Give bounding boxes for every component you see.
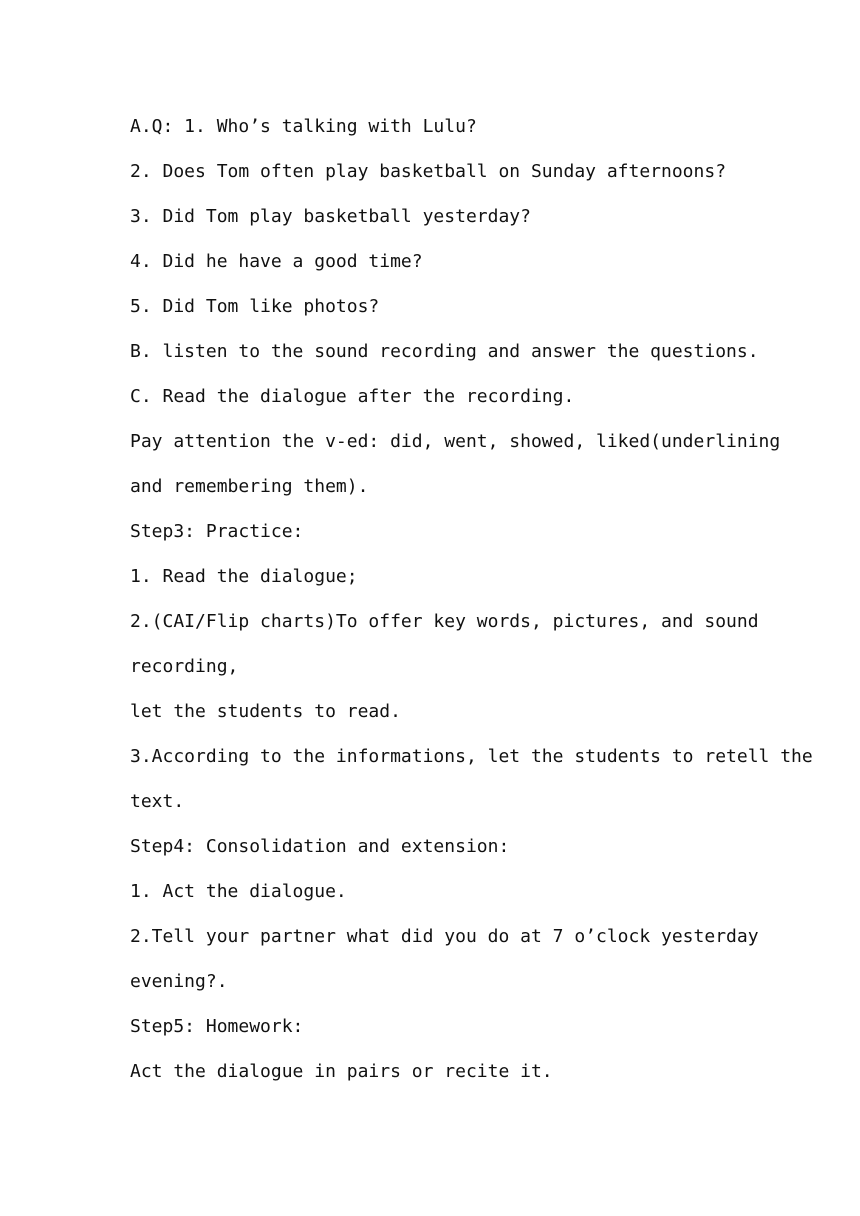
task-b: B. listen to the sound recording and answer the questions. bbox=[130, 341, 759, 362]
document-page bbox=[130, 104, 813, 1094]
practice-item-2-line-1: 2.(CAI/Flip charts)To offer key words, pictures, and sound bbox=[130, 611, 759, 632]
attention-note-line-2: and remembering them). bbox=[130, 476, 369, 497]
question-4: 4. Did he have a good time? bbox=[130, 251, 423, 272]
practice-item-2-line-3: let the students to read. bbox=[130, 701, 401, 722]
question-3: 3. Did Tom play basketball yesterday? bbox=[130, 206, 531, 227]
consolidation-item-2-line-1: 2.Tell your partner what did you do at 7 o’clock yesterday bbox=[130, 926, 759, 947]
consolidation-item-1: 1. Act the dialogue. bbox=[130, 881, 347, 902]
practice-item-2-line-2: recording, bbox=[130, 656, 239, 677]
consolidation-item-2-line-2: evening?. bbox=[130, 971, 228, 992]
step3-heading: Step3: Practice: bbox=[130, 521, 304, 542]
task-c: C. Read the dialogue after the recording. bbox=[130, 386, 575, 407]
step5-heading: Step5: Homework: bbox=[130, 1016, 304, 1037]
practice-item-3-line-2: text. bbox=[130, 791, 185, 812]
homework-text: Act the dialogue in pairs or recite it. bbox=[130, 1061, 553, 1082]
practice-item-1: 1. Read the dialogue; bbox=[130, 566, 358, 587]
question-2: 2. Does Tom often play basketball on Sunday afternoons? bbox=[130, 161, 727, 182]
question-a-heading: A.Q: 1. Who’s talking with Lulu? bbox=[130, 116, 477, 137]
attention-note-line-1: Pay attention the v-ed: did, went, showed, liked(underlining bbox=[130, 431, 781, 452]
practice-item-3-line-1: 3.According to the informations, let the students to retell the bbox=[130, 746, 813, 767]
step4-heading: Step4: Consolidation and extension: bbox=[130, 836, 510, 857]
question-5: 5. Did Tom like photos? bbox=[130, 296, 380, 317]
